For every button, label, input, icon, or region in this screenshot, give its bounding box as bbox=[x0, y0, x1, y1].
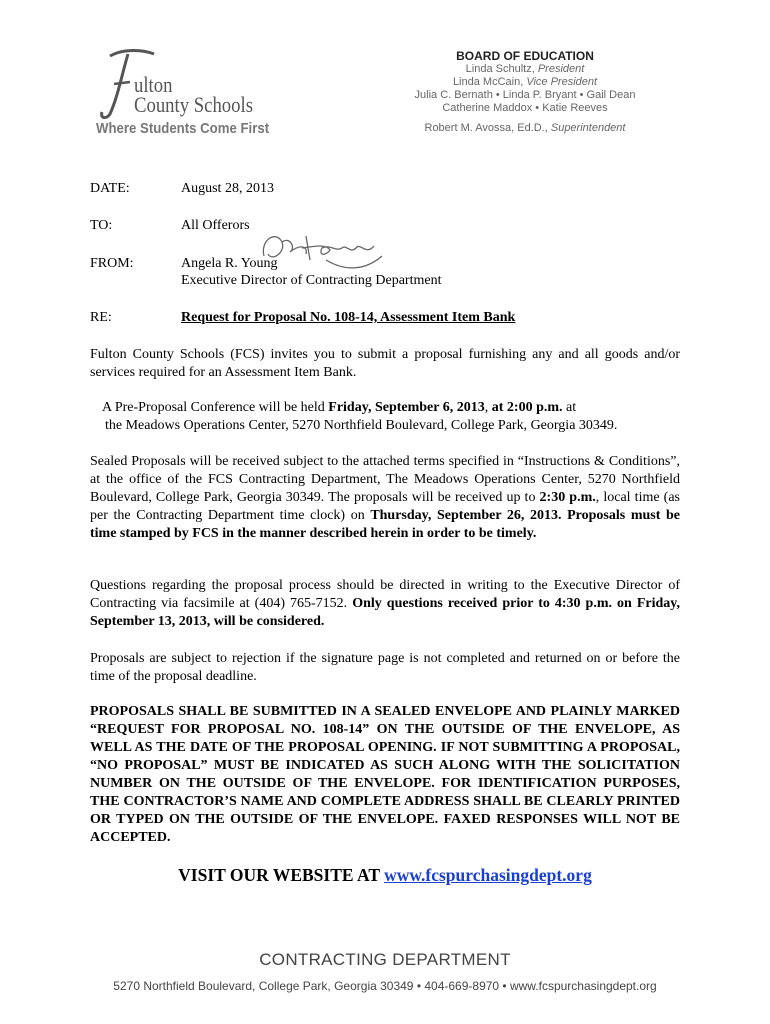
sealed-proposals-paragraph: Sealed Proposals will be received subject to the attached terms specified in “Instructions & Conditions”, at the office of the FCS Contracting Department, The Meadows Operations Center, 5270 Northfield Boulevard, College Park, Georgia 30349. The proposals will be received up to 2:30 p.m., local time (as per the Contracting Department time clock) on Thursday, September 26, 2013. Proposals must be time stamped by FCS in the manner described herein in order to be timely. bbox=[90, 454, 680, 541]
footer-department-title: CONTRACTING DEPARTMENT bbox=[259, 950, 511, 969]
from-title: Executive Director of Contracting Department bbox=[181, 273, 442, 288]
signature-image bbox=[256, 226, 386, 276]
from-label: FROM: bbox=[90, 256, 134, 271]
pre-proposal-paragraph: A Pre-Proposal Conference will be held Friday, September 6, 2013, at 2:00 p.m. at the Meadows Operations Center, 5270 Northfield Boulevard, College Park, Georgia 30349. bbox=[102, 400, 618, 433]
website-link[interactable]: www.fcspurchasingdept.org bbox=[384, 865, 592, 885]
date-label: DATE: bbox=[90, 181, 130, 196]
logo-line-ulton: ulton bbox=[134, 72, 173, 97]
fulton-county-schools-logo bbox=[96, 44, 286, 144]
date-value: August 28, 2013 bbox=[181, 181, 274, 196]
logo-line-county-schools: County Schools bbox=[134, 92, 253, 117]
board-members-2: Catherine Maddox • Katie Reeves bbox=[442, 102, 608, 114]
from-name: Angela R. Young bbox=[181, 256, 278, 271]
re-label: RE: bbox=[90, 310, 112, 325]
board-superintendent: Robert M. Avossa, Ed.D., Superintendent bbox=[424, 122, 626, 134]
board-president: Linda Schultz, President bbox=[465, 63, 585, 75]
logo-tagline: Where Students Come First bbox=[96, 120, 270, 137]
submission-instructions-paragraph: PROPOSALS SHALL BE SUBMITTED IN A SEALED ENVELOPE AND PLAINLY MARKED “REQUEST FOR PROPOSAL NO. 108-14” ON THE OUTSIDE OF THE ENVELOPE, AS WELL AS THE DATE OF THE PROPOSAL OPENING. IF NOT SUBMITTING A PROPOSAL, “NO PROPOSAL” MUST BE INDICATED AS SUCH ALONG WITH THE SOLICITATION NUMBER ON THE OUTSIDE OF THE ENVELOPE. FOR IDENTIFICATION PURPOSES, THE CONTRACTOR’S NAME AND COMPLETE ADDRESS SHALL BE CLEARLY PRINTED OR TYPED ON THE OUTSIDE OF THE ENVELOPE. FAXED RESPONSES WILL NOT BE ACCEPTED. bbox=[90, 704, 680, 845]
to-value: All Offerors bbox=[181, 218, 250, 233]
intro-paragraph: Fulton County Schools (FCS) invites you to submit a proposal furnishing any and all goods and/or services required for an Assessment Item Bank. bbox=[90, 347, 680, 380]
board-vice-president: Linda McCain, Vice President bbox=[452, 76, 598, 88]
rejection-paragraph: Proposals are subject to rejection if the signature page is not completed and returned on or before the time of the proposal deadline. bbox=[90, 651, 680, 684]
board-title: BOARD OF EDUCATION bbox=[456, 49, 594, 63]
re-subject: Request for Proposal No. 108-14, Assessment Item Bank bbox=[181, 310, 516, 325]
board-of-education-block bbox=[400, 50, 650, 135]
questions-paragraph: Questions regarding the proposal process should be directed in writing to the Executive Director of Contracting via facsimile at (404) 765-7152. Only questions received prior to 4:30 p.m. on Friday, September 13, 2013, will be considered. bbox=[90, 578, 680, 629]
to-label: TO: bbox=[90, 218, 113, 233]
website-line: VISIT OUR WEBSITE AT www.fcspurchasingdept.org bbox=[178, 865, 592, 885]
board-members-1: Julia C. Bernath • Linda P. Bryant • Gail Dean bbox=[414, 89, 636, 101]
footer-address: 5270 Northfield Boulevard, College Park, Georgia 30349 • 404-669-8970 • www.fcspurchasingdept.org bbox=[113, 979, 657, 993]
